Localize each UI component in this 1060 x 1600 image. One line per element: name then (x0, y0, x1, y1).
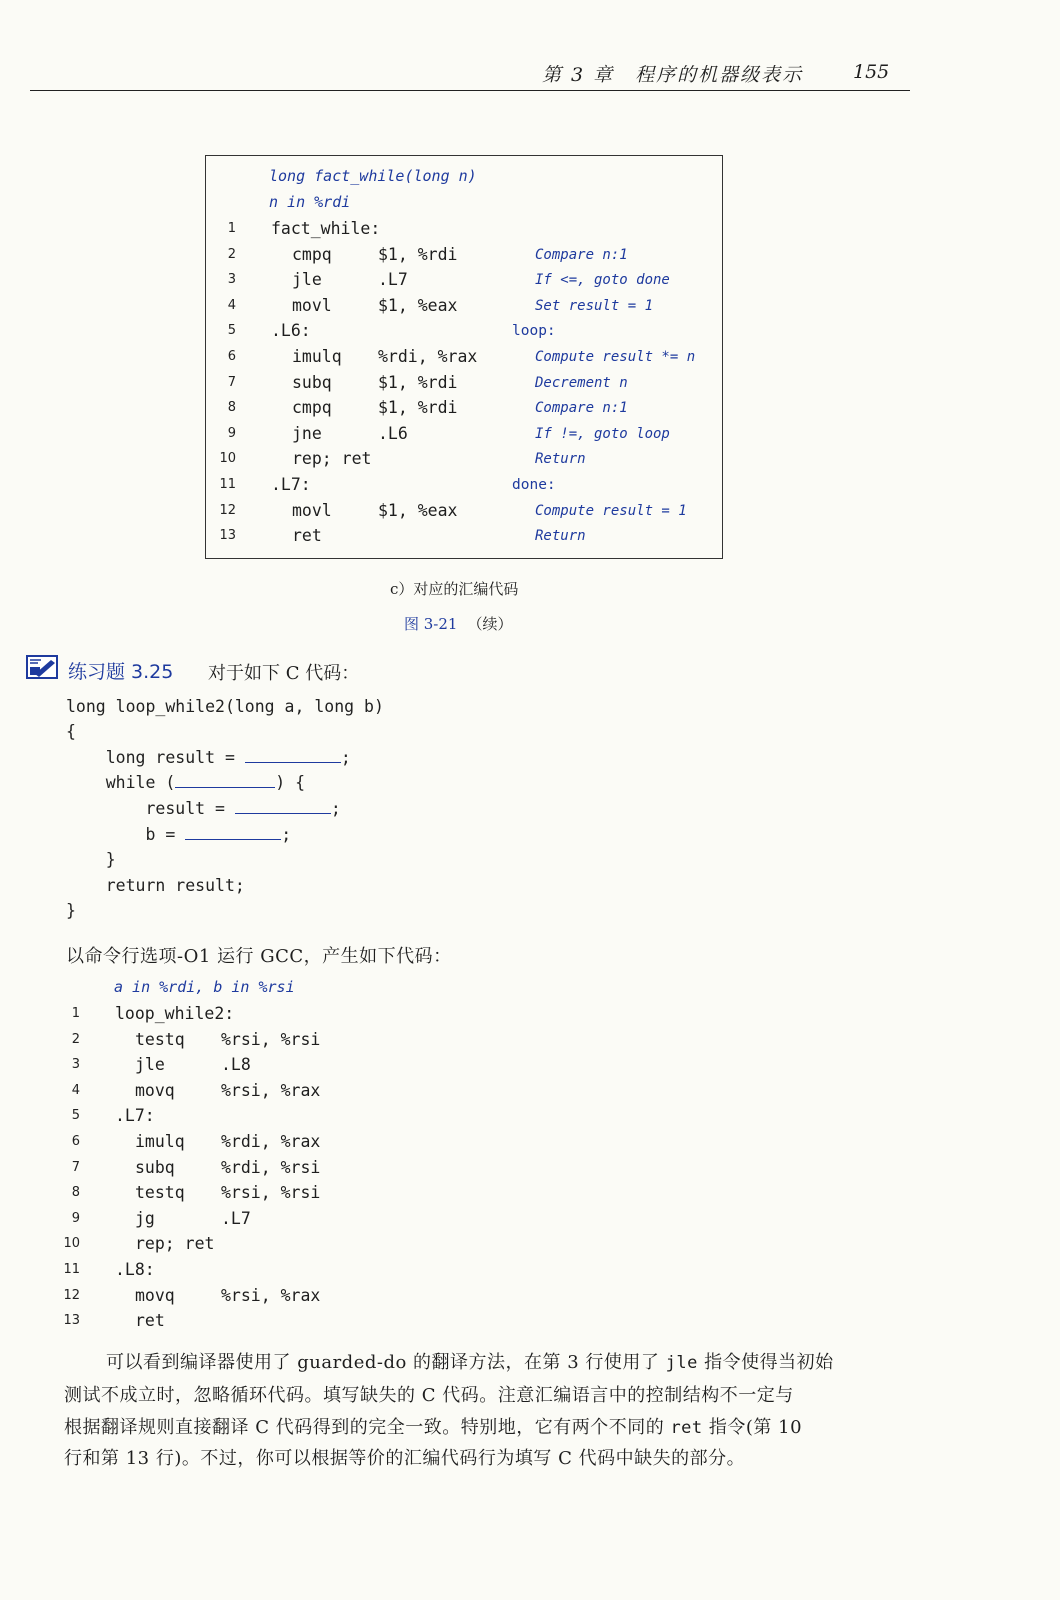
asm-operands: $1, %rdi (378, 372, 458, 392)
exercise-pencil-icon (26, 655, 58, 679)
c-code-line: return result; (66, 876, 245, 895)
asm-operands: %rsi, %rsi (221, 1183, 321, 1203)
asm-opcode: ret (135, 1311, 165, 1331)
asm-comment: If !=, goto loop (535, 425, 670, 442)
line-number: 1 (227, 221, 236, 236)
paragraph-text: 指令使得当初始 (697, 1352, 834, 1373)
line-number: 11 (63, 1262, 80, 1277)
asm-operands: .L7 (378, 270, 408, 290)
line-number: 8 (71, 1185, 80, 1201)
paragraph-line (64, 1412, 802, 1444)
asm-opcode: movl (292, 295, 332, 315)
asm-operands: .L8 (221, 1055, 251, 1075)
asm-operands: %rsi, %rax (221, 1285, 321, 1305)
figure-suffix: （续） (467, 615, 513, 633)
line-number: 9 (227, 425, 236, 441)
asm-comment: done: (512, 477, 556, 493)
asm-opcode: ret (292, 526, 322, 546)
asm-operands: $1, %eax (378, 295, 458, 315)
c-code-line (66, 748, 351, 767)
line-number: 7 (227, 374, 236, 390)
line-number: 12 (219, 502, 236, 518)
paragraph-line: 测试不成立时，忽略循环代码。填写缺失的 C 代码。注意汇编语言中的控制结构不一定与 (64, 1385, 794, 1406)
c-code-line (66, 799, 341, 818)
fill-blank-result-init (245, 748, 341, 763)
asm-operands: .L6 (378, 423, 408, 443)
c-code-text: long result = (66, 748, 245, 767)
asm-comment: Compute result = 1 (535, 502, 687, 519)
inline-code-ret: ret (670, 1418, 703, 1438)
asm-comment: Compute result *= n (535, 349, 696, 365)
asm-opcode: jg (135, 1208, 155, 1228)
asm-opcode: rep; ret (135, 1234, 215, 1254)
c-code-text: ; (330, 799, 341, 818)
asm-operands: %rsi, %rsi (221, 1029, 321, 1049)
c-code-line: } (66, 850, 116, 869)
inline-code-jle: jle (665, 1353, 698, 1373)
c-code-text: ; (281, 825, 292, 844)
asm-opcode: imulq (292, 347, 342, 366)
line-number: 1 (71, 1006, 80, 1021)
figure-caption: c）对应的汇编代码 (390, 580, 519, 598)
asm-opcode: subq (292, 372, 332, 392)
c-code-text: while ( (66, 773, 176, 792)
asm-comment: If <=, goto done (535, 272, 670, 289)
paragraph-text: 指令(第 10 (702, 1417, 803, 1438)
asm-label: .L7: (115, 1106, 155, 1126)
asm-opcode: jne (292, 423, 322, 443)
asm-opcode: cmpq (292, 398, 332, 418)
asm-opcode: movq (135, 1080, 175, 1100)
line-number: 5 (227, 323, 236, 339)
asm-opcode: testq (135, 1029, 185, 1049)
asm-comment: Compare n:1 (535, 246, 628, 263)
paragraph-line (106, 1347, 834, 1379)
line-number: 13 (63, 1313, 80, 1329)
figure-id: 图 3-21 (404, 615, 458, 633)
paragraph-text: 根据翻译规则直接翻译 C 代码得到的完全一致。特别地，它有两个不同的 (64, 1417, 671, 1438)
asm-label: .L7: (271, 475, 311, 494)
asm-operands: %rdi, %rax (378, 347, 478, 366)
asm-label: .L8: (115, 1260, 155, 1279)
asm-opcode: subq (135, 1157, 175, 1177)
line-number: 6 (227, 349, 236, 364)
asm-comment: Return (535, 528, 586, 545)
line-number: 8 (227, 400, 236, 416)
line-number: 2 (71, 1031, 80, 1047)
c-code-line: } (66, 901, 76, 920)
asm-operands: %rdi, %rax (221, 1132, 321, 1151)
c-code-line: long loop_while2(long a, long b) (66, 697, 384, 716)
paragraph-line: 行和第 13 行)。不过，你可以根据等价的汇编代码行为填写 C 代码中缺失的部分。 (64, 1448, 746, 1469)
exercise-intro: 对于如下 C 代码： (208, 663, 360, 684)
asm-comment: Return (535, 451, 586, 468)
asm-label: fact_while: (271, 219, 381, 238)
fill-blank-loop-test (175, 773, 275, 788)
asm-operands: %rsi, %rax (221, 1080, 321, 1100)
asm-operands: $1, %eax (378, 500, 458, 520)
asm-operands: .L7 (221, 1208, 251, 1228)
c-code-text: result = (66, 799, 235, 818)
asm-opcode: movq (135, 1285, 175, 1305)
line-number: 4 (227, 297, 236, 313)
line-number: 13 (219, 528, 236, 544)
asm-register-note: a in %rdi, b in %rsi (114, 978, 295, 996)
c-code-text: ; (340, 748, 351, 767)
c-code-line: { (66, 722, 76, 741)
c-code-text: b = (66, 825, 186, 844)
exercise-label: 练习题 3.25 (68, 661, 174, 683)
c-code-line (66, 773, 305, 792)
line-number: 2 (227, 246, 236, 262)
asm-opcode: cmpq (292, 244, 332, 264)
figure-signature: long fact_while(long n) (269, 167, 477, 185)
asm-opcode: jle (135, 1055, 165, 1075)
asm-operands: $1, %rdi (378, 398, 458, 418)
line-number: 4 (71, 1082, 80, 1098)
line-number: 9 (71, 1210, 80, 1226)
line-number: 3 (71, 1057, 80, 1073)
c-code-text: ) { (275, 773, 306, 792)
c-code-line (66, 825, 291, 844)
asm-comment: Decrement n (535, 374, 628, 391)
gcc-intro: 以命令行选项-O1 运行 GCC，产生如下代码： (66, 946, 452, 967)
page-number: 155 (853, 61, 890, 83)
asm-comment: Compare n:1 (535, 400, 628, 417)
fill-blank-result-update (235, 799, 331, 814)
asm-label: loop_while2: (115, 1004, 235, 1023)
asm-opcode: jle (292, 270, 322, 290)
line-number: 6 (71, 1134, 80, 1149)
asm-comment: loop: (512, 323, 556, 340)
running-header-chapter: 第 3 章 程序的机器级表示 (542, 64, 804, 86)
asm-opcode: imulq (135, 1132, 185, 1151)
line-number: 11 (219, 477, 236, 492)
fill-blank-b-update (185, 825, 281, 840)
figure-number (404, 613, 512, 634)
asm-comment: Set result = 1 (535, 297, 654, 314)
header-rule (30, 90, 910, 91)
line-number: 5 (71, 1108, 80, 1124)
line-number: 10 (219, 451, 236, 467)
line-number: 7 (71, 1159, 80, 1175)
asm-operands: $1, %rdi (378, 244, 458, 264)
asm-label: .L6: (271, 321, 311, 341)
line-number: 12 (63, 1287, 80, 1303)
line-number: 3 (227, 272, 236, 288)
asm-opcode: movl (292, 500, 332, 520)
asm-opcode: rep; ret (292, 449, 372, 469)
figure-register-note: n in %rdi (269, 193, 351, 211)
asm-operands: %rdi, %rsi (221, 1157, 321, 1177)
line-number: 10 (63, 1236, 80, 1252)
paragraph-text: 可以看到编译器使用了 guarded-do 的翻译方法，在第 3 行使用了 (106, 1352, 666, 1373)
asm-opcode: testq (135, 1183, 185, 1203)
